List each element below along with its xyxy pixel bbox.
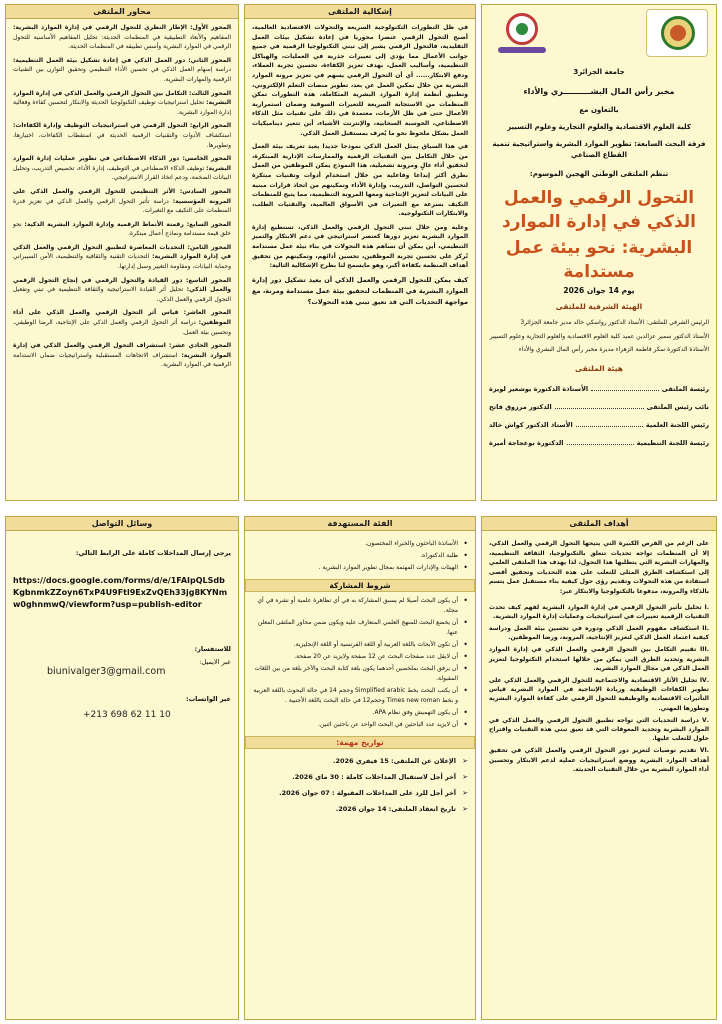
goal-number: .V — [702, 716, 709, 724]
problem-panel — [244, 4, 476, 501]
target-list — [252, 539, 468, 573]
goal-number: .I — [704, 603, 710, 611]
goal-number: .III — [700, 646, 709, 654]
goal-item — [489, 716, 709, 744]
goal-item — [489, 624, 709, 642]
committee-role: رئيس اللجنة العلمية — [645, 420, 709, 429]
axes-panel — [5, 4, 239, 501]
organizes-label: تنظم الملتقى الوطني الهجين الموسوم: — [529, 170, 669, 178]
goal-text: تقديم توصيات لتعزيز دور التحول الرقمي والعمل الذكي في تحقيق أهداف الموارد البشرية ووضع استراتيجيات عملية لدعم الابتكار وتحسين أداء الموارد البشرية من خلال التقنيات الحديثة. — [489, 747, 709, 773]
university-name: جامعة الجزائر3 — [573, 68, 625, 76]
target-item: • الأساتذة الباحثون والخبراء المختصون. — [252, 539, 468, 549]
honorary-line: الرئيس الشرفي للملتقى: الأستاذ الدكتور رواسكي خالد مدير جامعة الجزائر3 — [520, 319, 709, 326]
conditions-list — [252, 596, 468, 730]
goal-number: .II — [702, 624, 709, 632]
dates-list — [252, 755, 468, 815]
committee-row — [489, 384, 709, 394]
axis-desc: توظيف الذكاء الاصطناعي في التوظيف، إدارة الأداء، تخصيص التدريب، وتحليل البيانات الضخمة، ودعم اتخاذ القرار الاستراتيجي. — [13, 164, 231, 182]
axis-title: المحور التاسع: دور القيادة والتحول الرقمي في إنجاح التحول الرقمي والعمل الذكي: — [13, 276, 231, 294]
axis-desc: دراسة أثر التحول الرقمي والعمل الذكي على الإنتاجية، الرضا الوظيفي، وتحسين بيئة العمل. — [13, 319, 231, 336]
goal-number: .VI — [699, 747, 709, 755]
axis-item — [13, 220, 231, 239]
committee-member: الدكتورة بوعجاجة أميرة — [489, 438, 564, 447]
committee-row — [489, 402, 709, 412]
committee-row — [489, 438, 709, 448]
condition-item: • أن يكون التهميش وفق نظام APA. — [252, 708, 468, 718]
university-logo-icon — [646, 9, 708, 57]
contact-header: وسائل التواصل — [6, 517, 238, 531]
goals-panel — [481, 516, 717, 1020]
goal-text: استكشاف مفهوم العمل الذكي ودوره في تحسين بيئة العمل ودراسة كيفية اعتماد العمل الذكي لتعزيز الإنتاجية، المرونة، ورضا الموظفين. — [489, 624, 709, 642]
condition-item: • أن يرفق البحث بملخصين أحدهما يكون بلغة كتابة البحث والآخر بلغة من بين اللغات المقبولة. — [252, 664, 468, 684]
axis-desc: دراسة تأثير التحول الرقمي والعمل الذكي في تعزيز قدرة المنظمات على التكيف مع التغيرات. — [13, 197, 231, 215]
condition-item: • أن لايقل عدد صفحات البحث عن 12 صفحة ولايزيد عن 20 صفحة. — [252, 652, 468, 662]
logos-row — [482, 5, 716, 61]
condition-item: • أن لايزيد عدد الباحثين في البحث الواحد عن باحثين اثنين. — [252, 720, 468, 730]
axis-title: المحور الثامن: التحديات المعاصرة لتطبيق التحول الرقمي والعمل الذكي في إدارة الموارد البشرية: — [13, 243, 231, 261]
date-item: ➢ الإعلان عن الملتقى: 15 فيفري 2026. — [252, 755, 468, 767]
goal-number: .IV — [699, 676, 709, 684]
email-label: عبر الايميل: — [199, 658, 231, 667]
committee-header: هيئة الملتقى — [574, 363, 623, 373]
condition-item: • أن تكون الأبحاث باللغة العربية أو اللغة الفرنسية أو اللغة الإنجليزية. — [252, 640, 468, 650]
axis-desc: استشراف الاتجاهات المستقبلية واستراتيجيات ضمان الاستدامة الرقمية في الموارد البشرية. — [13, 351, 231, 369]
conference-info-panel — [481, 4, 717, 501]
committee-member: الدكتور مرزوق فاتح — [489, 402, 552, 411]
axis-desc: التحديات التقنية والثقافية والتنظيمية، الأمن السيبراني وحماية البيانات، ومقاومة التغيير وسبل إدارتها. — [13, 253, 231, 271]
submission-link[interactable]: https://docs.google.com/forms/d/e/1FAIpQLSdbKgbnmkZZoyn6TxP4U9Ftl9ExZvQEh33jg8KYNmw0ghnmwQ/viewform?usp=publish-editor — [13, 575, 228, 609]
date-item: ➢ آخر أجل للرد على المداخلات المقبولة : 07 جوان 2026. — [252, 787, 468, 799]
axis-desc: تحليل أثر القيادة الاستراتيجية والثقافة التنظيمية في تبني وتفعيل التحول الرقمي والعمل الذكي. — [13, 286, 231, 303]
lab-logo-icon — [490, 9, 552, 57]
axis-title: المحور الحادي عشر: استشراف التحول الرقمي والعمل الذكي في إدارة الموارد البشرية: — [13, 342, 231, 359]
faculty-name: كلية العلوم الاقتصادية والعلوم التجارية وعلوم التسيير — [507, 123, 691, 131]
axis-title: المحور الخامس: دور الذكاء الاصطناعي في تطوير عمليات إدارة الموارد البشرية: — [13, 155, 231, 172]
axis-desc: نحو خلق قيمة مستدامة ونماذج أعمال مبتكرة. — [13, 220, 231, 238]
axis-title: المحور السادس: الأثر التنظيمي للتحول الرقمي والعمل الذكي على المرونة المؤسسية: — [13, 187, 231, 205]
goal-item — [489, 746, 709, 774]
honorary-header: الهيئة الشرفية للملتقى — [555, 302, 643, 311]
axis-item — [13, 23, 231, 52]
target-item: • الهيئات والإدارات المهتمة بمجال تطوير الموارد البشرية . — [252, 563, 468, 573]
honorary-line: الأستاذة الدكتورة سكر فاطمة الزهراء مديرة مخبر رأس المال البشري والأداء — [518, 346, 709, 354]
research-team: فرقة البحث السابعة: تطوير الموارد البشرية واستراتيجية تنمية القطاع الصناعي — [492, 140, 706, 159]
goal-text: تحليل الأثار الاقتصادية والاجتماعية للتحول الرقمي والعمل الذكي على تطوير الكفاءات الوظيفية وزيادة الإنتاجية في الموارد البشرية قياس التأثيرات الاقتصادية والوظيفية للتحول الرقمي على كفاءة الموارد البشرية وتطورها المهني. — [489, 676, 709, 712]
problem-paragraph: في هذا السياق يمثل العمل الذكي نموذجا جديدا يعيد تعريف بيئة العمل من خلال التكامل بين التقنيات الرقمية والممارسات الإدارية المبتكرة، لتحقيق أداء عالٍ ومرونة تشغيلية، هذا النموذج يمكن الموظفين من العمل بطرق أكثر إبداعا وفاعلية من خلال استخدام أدوات وتقنيات مبتكرة لتحسين التواصل، التدريب، وإدارة الأداء وتمكينهم من اتخاذ قرارات مبنية على البيانات لتعزيز الإنتاجية ومعها المرونة التنظيمية، مما يتيح للمنظمات التكيف بسرعة مع التغيرات في الأسواق العالمية، والتقنيات الطلب، والابتكارات التكنولوجية. — [252, 143, 468, 218]
cooperation-label: بالتعاون مع — [579, 106, 619, 114]
axes-list — [6, 19, 238, 378]
axis-item — [13, 154, 231, 183]
axis-item — [13, 243, 231, 272]
problem-header: إشكالية الملتقى — [245, 5, 475, 19]
axes-header: محاور الملتقى — [6, 5, 238, 19]
committee-role: رئيسة الملتقى — [661, 384, 709, 393]
committee-role: رئيسة اللجنة التنظيمية — [636, 438, 709, 447]
goals-list — [489, 603, 709, 774]
axis-item — [13, 341, 231, 370]
axis-item — [13, 56, 231, 85]
axis-title: المحور السابع: رقمنة الأنماط الرقمية وإدارة الموارد البشرية الذكية: — [24, 220, 231, 228]
phone-number[interactable]: +213 698 62 11 10 — [83, 710, 171, 721]
goal-item — [489, 676, 709, 713]
axis-item — [13, 121, 231, 150]
condition-item: • أن يخضع البحث للمنهج العلمي المتعارف عليه ويكون ضمن محاور الملتقى المعلن عنها. — [252, 618, 468, 638]
problem-paragraph: في ظل التطورات التكنولوجية السريعة والتحولات الاقتصادية العالمية، أصبح التحول الرقمي عنصرا محوريا في إعادة تشكيل بيئات العمل التقليدية، فالتحول الرقمي يشير إلى تبني التكنولوجيا الرقمية في جميع جوانب الأعمال مما يؤدي إلى تغييرات جذرية في العمليات، والهياكل التنظيمية، وأساليب العمل، بهدف تعزيز الكفاءة، تحسين تجربة العملاء، ودفع الابتكار...... أي أن التحول الرقمي يسهم في تعزيز مرونة الموارد البشرية من خلال تمكين العمل عن بعد، تطوير منصات التعلم الإلكتروني، وتطبيق أنظمة إدارة الموارد البشرية المتكاملة، هذه التطورات تمكن المنظمات من الاستجابة السريعة للتغيرات السوقية وضمان استمرارية الأعمال حتى في ظل الأزمات، معتمدة في ذلك على تقنيات مثل الذكاء الاصطناعي، الحوسبة السحابية، والإنترنت الأشياء، أين تتغير ديناميكيات العمل بشكل ملحوظ نحو ما يُعرف بمستقبل العمل الذكي. — [252, 24, 468, 137]
axis-desc: دراسة إسهام العمل الذكي في تحسين الأداء التنظيمي وتحقيق التوازن بين التقنيات الرقمية والمهارات البشرية. — [13, 66, 231, 83]
problem-question: كيف يمكن للتحول الرقمي والعمل الذكي أن يعيد تشكيل دور إدارة الموارد البشرية في المنظمات لتحقيق بيئة عمل مستدامة ومرنة، مع مواجهة التحديات التي قد تعيق تبني هذه التحولات؟ — [252, 275, 468, 306]
goal-text: دراسة التحديات التي تواجه تطبيق التحول الرقمي والعمل الذكي في الموارد البشرية وتحديد المعوقات التي قد تعيق تبني هذه التقنيات واقتراح حلول للتغلب عليها. — [489, 716, 709, 743]
axis-title: المحور العاشر: قياس أثر التحول الرقمي والعمل الذكي على أداء الموظفين: — [13, 309, 231, 327]
axis-desc: استكشاف الأدوات والتقنيات الرقمية الحديثة في استقطاب الكفاءات، اختيارها، وتطويرها. — [13, 131, 231, 149]
conference-title-line2: البشرية: نحو بيئة عمل مستدامة — [505, 238, 693, 282]
goals-header: أهداف الملتقى — [482, 517, 716, 531]
condition-item: • أن يكتب البحث بخط Simplified arabic وحجم 14 في حالة البحوث باللغة العربية و بخط Times new roman وحجم12 في حالة البحث باللغة الأجنبية . — [252, 686, 468, 706]
goal-item — [489, 603, 709, 621]
inquiry-label: للاستفسار: — [194, 644, 231, 653]
axis-desc: المفاهيم والأبعاد التطبيقية في المنظمات الحديثة: تحليل المفاهيم الأساسية للتحول الرقمي في الموارد البشرية وأسس تطبيقه في المنظمات الحديثة. — [13, 33, 231, 51]
conference-title-line1: التحول الرقمي والعمل الذكي في إدارة الموارد — [501, 188, 696, 232]
conference-date: يوم 14 جوان 2026 — [563, 286, 635, 295]
target-item: • طلبة الدكتوراه. — [252, 551, 468, 561]
contact-panel — [5, 516, 239, 1020]
axis-title: المحور الثالث: التكامل بين التحول الرقمي والعمل الذكي في إدارة الموارد البشرية: — [13, 89, 231, 107]
axis-title: المحور الأول: الإطار النظري للتحول الرقمي في إدارة الموارد البشرية: — [13, 24, 231, 31]
axis-item — [13, 187, 231, 216]
target-header: الفئة المستهدفة — [245, 517, 475, 531]
committee-role: نائب رئيس الملتقى — [646, 402, 709, 411]
honorary-line: الأستاذ الدكتور سمير عزالدين عميد كلية العلوم الاقتصادية والعلوم التجارية وعلوم التسيير — [489, 332, 709, 340]
goal-text: تحليل تأثير التحول الرقمي في إدارة الموارد البشرية لفهم كيف تحدث التقنيات الرقمية تغييرات في استراتيجيات وعمليات إدارة الموارد البشرية. — [489, 603, 709, 620]
send-instructions: يرجى إرسال المداخلات كاملة على الرابط التالي: — [75, 549, 231, 557]
axis-desc: تحليل استراتيجيات توظيف التكنولوجيا الحديثة والابتكار لتحسين كفاءة وفعالية إدارة الموارد البشرية. — [13, 99, 231, 116]
date-item: ➢ آخر أجل لاستقبال المداخلات كاملة : 30 ماي 2026. — [252, 771, 468, 783]
target-panel — [244, 516, 476, 1020]
committee-member: الأستاذة الدكتورة بوشعير لويزة — [489, 384, 589, 393]
axis-item — [13, 308, 231, 337]
committee-member: الأستاذ الدكتور كواش خالد — [489, 420, 573, 429]
problem-paragraph: وعليه ومن خلال تبني التحول الرقمي والعمل الذكي، تستطيع إدارة الموارد البشرية تعزيز دورها كعنصر استراتيجي في دعم الابتكار والتميز التنظيمي، أين يمكن أن تساهم هذه التحولات في بناء بيئة عمل مستدامة تُركز على تحسين تجربة الموظفين، تحسين أدائهم، وتمكينهم من تحقيق أهداف المنظمة بكفاءة أكبر، وهو مايسمح لنا بطرح الإشكالية التالية: — [252, 223, 468, 270]
dates-header: تواريخ مهمة: — [245, 736, 475, 749]
date-item: ➢ تاريخ انعقاد الملتقى: 14 جوان 2026. — [252, 803, 468, 815]
goals-intro: على الرغم من الفرص الكبيرة التي يتيحها التحول الرقمي والعمل الذكي، إلا أن المنظمات تواجه تحديات تتعلق بالتكنولوجيا، الثقافة التنظيمية، والمهارات البشرية التي يتطلبها هذا التحول، لذا يهدف هذا الملتقى العلمي إلى استكشاف الطرق المثلى للتغلب على هذه التحديات وتحقيق أقصى استفادة من هذه التحولات وتقديم رؤى حول كيفية بناء مستقبل عمل يتسم بالذكاء والمرونة، مدفوعا بالتكنولوجيا والابتكار عبر: — [489, 540, 709, 595]
conditions-header: شروط المشاركة — [245, 579, 475, 592]
email-address[interactable]: biunivalger3@gmail.com — [47, 665, 166, 677]
condition-item: • أن يكون البحث أصيلا لم يسبق المشاركة به في أي تظاهرة علمية أو نشره في أي مجلة. — [252, 596, 468, 616]
committee-row — [489, 420, 709, 430]
axis-title: المحور الثاني: دور العمل الذكي في إعادة تشكيل بيئة العمل التنظيمية: — [13, 56, 231, 64]
goal-text: تقييم التكامل بين التحول الرقمي والعمل الذكي في إدارة الموارد البشرية وتحديد الطرق التي يمكن من خلالها استخدام التكنولوجيا لتعزيز العمل الذكي في مجال الموارد البشرية. — [489, 646, 709, 672]
whatsapp-label: عبر الواتساب: — [186, 694, 231, 703]
goal-item — [489, 645, 709, 673]
axis-item — [13, 89, 231, 118]
lab-name: مخبر رأس المال البشــــــــــري والأداء — [523, 87, 675, 96]
axis-item — [13, 276, 231, 305]
axis-title: المحور الرابع: التحول الرقمي في استراتيجيات التوظيف وإدارة الكفاءات: — [13, 122, 231, 130]
